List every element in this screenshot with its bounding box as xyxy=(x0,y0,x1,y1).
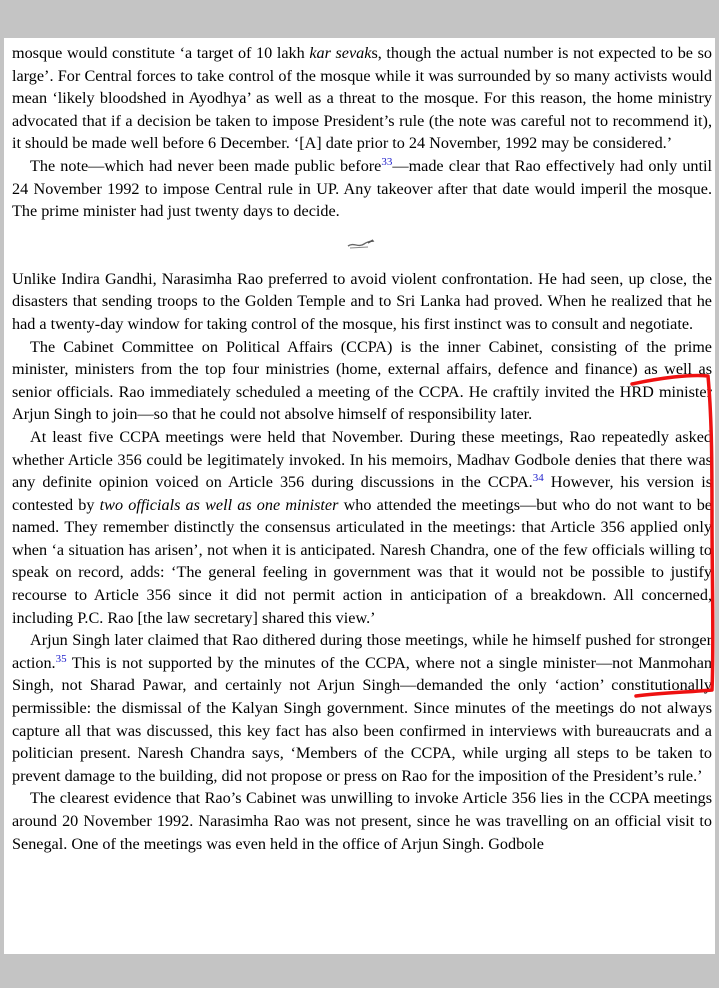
paragraph-1 xyxy=(12,42,712,155)
section-break-ornament-icon xyxy=(346,237,376,251)
book-page xyxy=(4,38,715,954)
page-text xyxy=(12,42,712,855)
italic-phrase: two officials as well as one minister xyxy=(99,495,339,514)
text-run: who attended the meetings—but who do not want to be named. They remember distinctly the consensus articulated in the meetings: that Article 356 applied only when ‘a situation has arisen’, not when it is anticipated. Naresh Chandra, one of the few officials willing to speak on record, adds: ‘The general feeling in government was that it would not be possible to justify recourse to Article 356 since it did not permit action in anticipation of a breakdown. All concerned, including P.C. Rao [the law secretary] shared this view.’ xyxy=(12,495,712,627)
paragraph-7 xyxy=(12,787,712,855)
text-run: The Cabinet Committee on Political Affairs (CCPA) is the inner Cabinet, consisting of the prime minister, ministers from the top four ministries (home, external affairs, defence and finance) as well as senior officials. Rao immediately scheduled a meeting of the CCPA. He craftily invited the HRD minister Arjun Singh to join—so that he could not absolve himself of responsibility later. xyxy=(12,337,712,424)
italic-term: kar sevak xyxy=(309,44,372,62)
text-run: mosque would constitute ‘a target of 10 lakh xyxy=(12,44,310,62)
text-run: Arjun Singh later claimed that Rao dithered during those meetings, while he himself pushed for stronger action. xyxy=(12,631,712,672)
text-run: s, though the actual number is not expected to be so large’. For Central forces to take control of the mosque while it was surrounded by so many activists would mean ‘likely bloodshed in Ayodhya’ as well as a threat to the mosque. For this reason, the home ministry advocated that if a decision be taken to impose President’s rule (the note was careful not to recommend it), it should be made well before 6 December. ‘[A] date prior to 24 November, 1992 may be considered.’ xyxy=(12,44,712,153)
paragraph-2 xyxy=(12,155,712,223)
paragraph-3 xyxy=(12,268,712,336)
text-run: The clearest evidence that Rao’s Cabinet was unwilling to invoke Article 356 lies in the CCPA meetings around 20 November 1992. Narasimha Rao was not present, since he was travelling on an official visit to Senegal. One of the meetings was even held in the office of Arjun Singh. Godbole xyxy=(12,789,712,853)
paragraph-4 xyxy=(12,336,712,426)
paragraph-5 xyxy=(12,426,712,629)
text-run: At least five CCPA meetings were held that November. During these meetings, Rao repeatedly asked whether Article 356 could be legitimately invoked. In his memoirs, Madhav Godbole denies that there was any definite opinion voiced on Article 356 during discussions in the CCPA. xyxy=(12,427,712,492)
text-run: This is not supported by the minutes of the CCPA, where not a single minister—not Manmohan Singh, not Sharad Pawar, and certainly not Arjun Singh—demanded the only ‘action’ constitutionally permissible: the dismissal of the Kalyan Singh government. Since minutes of the meetings do not always capture all that was discussed, this key fact has also been confirmed in interviews with bureaucrats and a politician present. Naresh Chandra says, ‘Members of the CCPA, while urging all steps to be taken to prevent damage to the building, did not propose or press on Rao for the imposition of the President’s rule.’ xyxy=(12,653,712,785)
footnote-link-33[interactable]: 33 xyxy=(381,155,393,168)
paragraph-6 xyxy=(12,629,712,787)
section-separator xyxy=(12,223,712,268)
text-run: However, his version is contested by xyxy=(12,473,713,514)
text-run: —made clear that Rao effectively had only until 24 November 1992 to impose Central rule in UP. Any takeover after that date would imperil the mosque. The prime minister had just twenty days to decide. xyxy=(12,156,712,221)
text-run: The note—which had never been made public before xyxy=(30,156,382,175)
text-run: Unlike Indira Gandhi, Narasimha Rao preferred to avoid violent confrontation. He had seen, up close, the disasters that sending troops to the Golden Temple and to Sri Lanka had proved. When he realized that he had a twenty-day window for taking control of the mosque, his first instinct was to consult and negotiate. xyxy=(12,269,712,333)
footnote-link-35[interactable]: 35 xyxy=(55,652,67,665)
footnote-link-34[interactable]: 34 xyxy=(532,472,544,485)
